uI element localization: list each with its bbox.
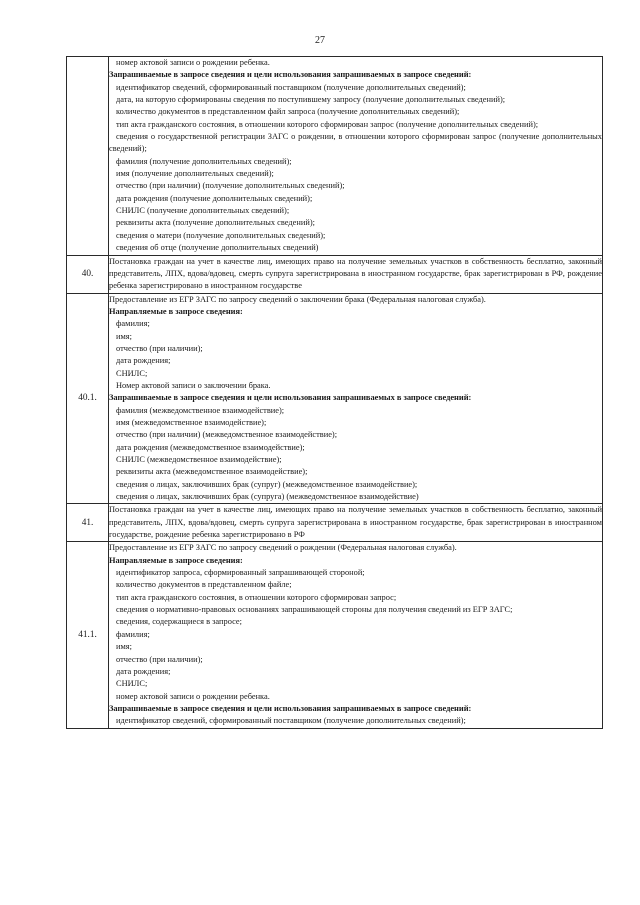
- row-content: [109, 57, 603, 256]
- section-heading: Направляемые в запросе сведения:: [109, 306, 243, 316]
- content-line: номер актовой записи о рождении ребенка.: [116, 58, 270, 67]
- content-line: имя (межведомственное взаимодействие);: [116, 417, 267, 427]
- content-line: сведения об отце (получение дополнительных сведений): [116, 243, 319, 253]
- content-line: дата рождения (получение дополнительных сведений);: [116, 193, 313, 203]
- table-row: [67, 255, 603, 293]
- content-line: Постановка граждан на учет в качестве лиц, имеющих право на получение земельных участков в собственность бесплатно, законный представитель, ЛПХ, вдова/вдовец, смерть супруга зарегистрирована в иностранном государстве, брак зарегистрирован в иностранном государстве, рождение ребенка зарегистрировано в РФ: [109, 505, 602, 540]
- content-line: сведения о лицах, заключивших брак (супруга) (межведомственное взаимодействие): [116, 492, 419, 502]
- content-line: Предоставление из ЕГР ЗАГС по запросу сведений о рождении (Федеральная налоговая служба).: [109, 543, 457, 553]
- row-content: [109, 255, 603, 293]
- content-line: отчество (при наличии);: [116, 654, 203, 664]
- row-content: [109, 504, 603, 542]
- content-line: имя;: [116, 331, 132, 341]
- content-line: Номер актовой записи о заключении брака.: [116, 380, 271, 390]
- content-line: реквизиты акта (межведомственное взаимодействие);: [116, 467, 308, 477]
- section-heading: Запрашиваемые в запросе сведения и цели использования запрашиваемых в запросе сведений:: [109, 393, 472, 403]
- content-line: номер актовой записи о рождении ребенка.: [116, 691, 270, 701]
- content-line: реквизиты акта (получение дополнительных сведений);: [116, 218, 315, 228]
- table-row: [67, 542, 603, 728]
- row-number: [67, 57, 109, 256]
- content-line: фамилия;: [116, 319, 150, 329]
- content-line: дата рождения (межведомственное взаимодействие);: [116, 442, 305, 452]
- row-content: [109, 293, 603, 504]
- content-line: количество документов в представленном файл запроса (получение дополнительных сведений);: [116, 107, 460, 117]
- content-line: дата рождения;: [116, 356, 171, 366]
- content-line: имя;: [116, 642, 132, 652]
- row-number: 41.: [67, 504, 109, 542]
- services-table-body: [67, 57, 603, 729]
- content-line: Постановка граждан на учет в качестве лиц, имеющих право на получение земельных участков в собственность бесплатно, законный представитель, ЛПХ, вдова/вдовец, смерть супруга зарегистрирована в иностранном государстве, брак зарегистрирован в РФ, рождение ребенка зарегистрировано в иностранном государстве: [109, 256, 602, 291]
- content-line: СНИЛС;: [116, 679, 148, 689]
- services-table: [66, 56, 603, 729]
- table-row: [67, 293, 603, 504]
- content-line: отчество (при наличии);: [116, 343, 203, 353]
- content-line: количество документов в представленном файле;: [116, 580, 292, 590]
- content-line: дата, на которую сформированы сведения по поступившему запросу (получение дополнительных сведений);: [116, 95, 506, 105]
- section-heading: Запрашиваемые в запросе сведения и цели использования запрашиваемых в запросе сведений:: [109, 703, 472, 713]
- content-line: сведения о нормативно-правовых основаниях запрашивающей стороны для получения сведений из ЕГР ЗАГС;: [116, 605, 513, 615]
- row-number: 40.: [67, 255, 109, 293]
- content-line: СНИЛС (межведомственное взаимодействие);: [116, 455, 282, 464]
- content-line: тип акта гражданского состояния, в отношении которого сформирован запрос (получение дополнительных сведений);: [116, 119, 539, 129]
- row-content: [109, 542, 603, 728]
- table-row: [67, 57, 603, 256]
- row-number: 41.1.: [67, 542, 109, 728]
- content-line: тип акта гражданского состояния, в отношении которого сформирован запрос;: [116, 592, 397, 602]
- content-line: Предоставление из ЕГР ЗАГС по запросу сведений о заключении брака (Федеральная налоговая служба).: [109, 294, 486, 304]
- content-line: сведения, содержащиеся в запросе;: [116, 617, 242, 627]
- content-line: имя (получение дополнительных сведений);: [116, 169, 274, 179]
- content-line: отчество (при наличии) (получение дополнительных сведений);: [116, 181, 345, 191]
- page-number: 27: [315, 35, 325, 46]
- content-line: сведения о государственной регистрации ЗАГС о рождении, в отношении которого сформирован запрос (получение дополнительных сведений);: [109, 132, 602, 154]
- content-line: дата рождения;: [116, 666, 171, 676]
- content-line: сведения о лицах, заключивших брак (супруг) (межведомственное взаимодействие);: [116, 479, 418, 489]
- content-line: идентификатор запроса, сформированный запрашивающей стороной;: [116, 568, 365, 578]
- content-line: отчество (при наличии) (межведомственное взаимодействие);: [116, 430, 338, 440]
- content-line: сведения о матери (получение дополнительных сведений);: [116, 230, 326, 240]
- row-number: 40.1.: [67, 293, 109, 504]
- content-line: идентификатор сведений, сформированный поставщиком (получение дополнительных сведений);: [116, 82, 466, 92]
- content-line: СНИЛС;: [116, 368, 148, 378]
- table-row: [67, 504, 603, 542]
- section-heading: Направляемые в запросе сведения:: [109, 555, 243, 565]
- content-line: СНИЛС (получение дополнительных сведений);: [116, 206, 290, 216]
- content-line: фамилия (межведомственное взаимодействие);: [116, 405, 285, 415]
- section-heading: Запрашиваемые в запросе сведения и цели использования запрашиваемых в запросе сведений:: [109, 70, 472, 80]
- content-line: фамилия (получение дополнительных сведений);: [116, 156, 292, 166]
- content-line: фамилия;: [116, 629, 150, 639]
- content-line: идентификатор сведений, сформированный поставщиком (получение дополнительных сведений);: [116, 716, 466, 726]
